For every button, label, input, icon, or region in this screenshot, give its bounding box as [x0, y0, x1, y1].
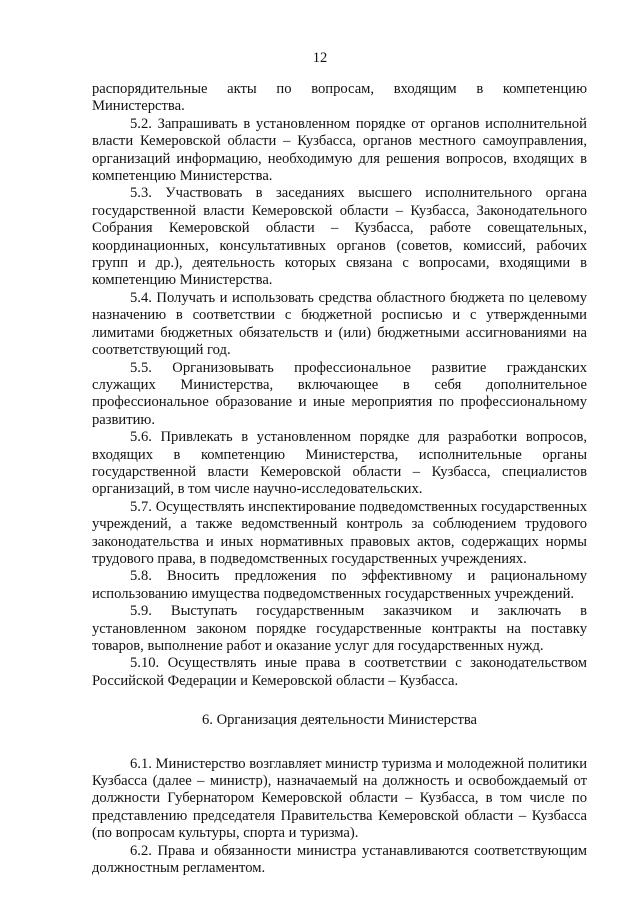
paragraph-5-7: 5.7. Осуществлять инспектирование подведомственных государственных учреждений, а также ведомственный контроль за соблюдением трудового законодательства и иных нормативных правовых актов, содержащих нормы трудового права, в подведомственных государственных учреждениях. — [92, 498, 587, 567]
section-heading: 6. Организация деятельности Министерства — [202, 712, 477, 729]
paragraph-5-3: 5.3. Участвовать в заседаниях высшего исполнительного органа государственной власти Кемеровской области – Кузбасса, Законодательного Собрания Кемеровской области – Кузбасса, работе совещательных, координационных, консультативных органов (советов, комиссий, рабочих групп и др.), деятельность которых связана с вопросами, входящими в компетенцию Министерства. — [92, 185, 587, 289]
paragraph-5-2: 5.2. Запрашивать в установленном порядке от органов исполнительной власти Кемеровской области – Кузбасса, органов местного самоуправления, организаций информацию, необходимую для решения вопросов, входящих в компетенцию Министерства. — [92, 115, 587, 185]
paragraph-5-6: 5.6. Привлекать в установленном порядке для разработки вопросов, входящих в компетенцию Министерства, исполнительные органы государственной власти Кемеровской области – Кузбасса, специалистов организаций, в том числе научно-исследовательских. — [92, 429, 587, 498]
paragraph-5-10: 5.10. Осуществлять иные права в соответствии с законодательством Российской Федерации и Кемеровской области – Кузбасса. — [92, 655, 587, 689]
document-body — [92, 81, 587, 877]
paragraph-5-9: 5.9. Выступать государственным заказчиком и заключать в установленном законом порядке государственные контракты на поставку товаров, выполнение работ и оказание услуг для государственных нужд. — [92, 603, 587, 654]
page-number: 12 — [312, 50, 328, 66]
paragraph-continuation: распорядительные акты по вопросам, входящим в компетенцию Министерства. — [92, 81, 587, 115]
paragraph-6-2: 6.2. Права и обязанности министра устанавливаются соответствующим должностным регламентом. — [92, 842, 587, 877]
paragraph-5-5: 5.5. Организовывать профессиональное развитие гражданских служащих Министерства, включающее в себя дополнительное профессиональное образование и иные мероприятия по профессиональному развитию. — [92, 359, 587, 428]
paragraph-5-8: 5.8. Вносить предложения по эффективному и рациональному использованию имущества подведомственных государственных учреждений. — [92, 568, 587, 602]
paragraph-5-4: 5.4. Получать и использовать средства областного бюджета по целевому назначению в соответствии с бюджетной росписью и с утвержденными лимитами бюджетных обязательств и (или) бюджетными ассигнованиями на соответствующий год. — [92, 289, 587, 359]
paragraph-6-1: 6.1. Министерство возглавляет министр туризма и молодежной политики Кузбасса (далее – министр), назначаемый на должность и освобождаемый от должности Губернатором Кемеровской области – Кузбасса, в том числе по представлению председателя Правительства Кемеровской области – Кузбасса (по вопросам культуры, спорта и туризма). — [92, 755, 587, 842]
